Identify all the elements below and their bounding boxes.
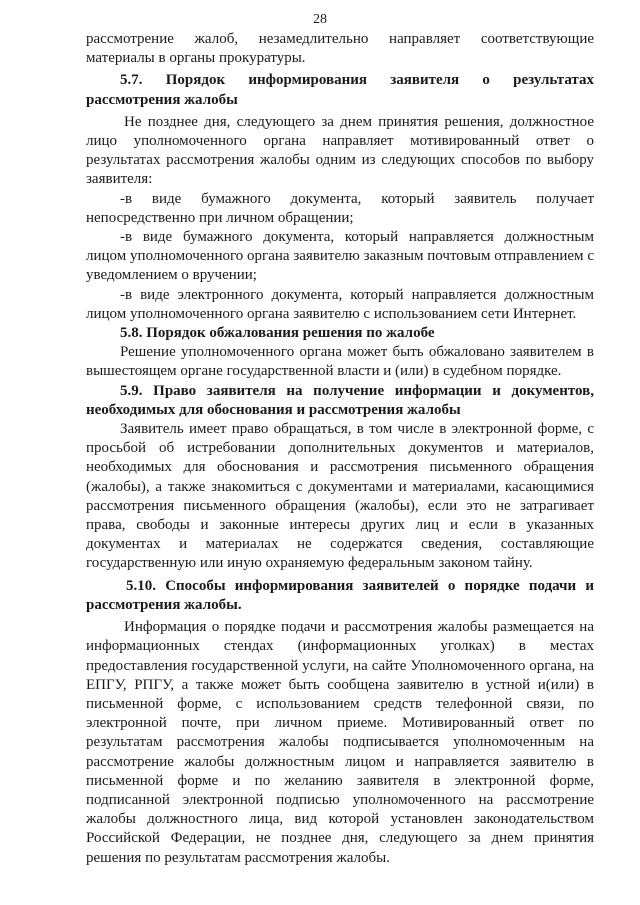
paragraph-response-deadline: Не позднее дня, следующего за днем принятия решения, должностное лицо уполномоченного органа направляет мотивированный ответ о результатах рассмотрения жалобы одним из следующих способов по выбору заявителя: xyxy=(86,113,594,188)
paragraph-applicant-rights: Заявитель имеет право обращаться, в том числе в электронной форме, с просьбой об истребовании дополнительных документов и материалов, необходимых для обоснования и рассмотрения письменного обращения (жалобы), а также знакомиться с документами и материалами, касающимися рассмотрения письменного обращения (жалобы), если это не затрагивает права, свободы и законные интересы других лиц и если в указанных документах и материалах не содержатся сведения, составляющие государственную или иную охраняемую федеральным законом тайну. xyxy=(86,421,594,572)
list-item-paper-personal: -в виде бумажного документа, который заявитель получает непосредственно при личном обращении; xyxy=(86,190,594,226)
document-body xyxy=(86,30,594,868)
list-item-electronic: -в виде электронного документа, который направляется должностным лицом уполномоченного органа заявителю с использованием сети Интернет. xyxy=(86,286,594,322)
paragraph-information-methods: Информация о порядке подачи и рассмотрения жалобы размещается на информационных стендах (информационных уголках) в местах предоставления государственной услуги, на сайте Уполномоченного органа, на ЕПГУ, РПГУ, а также может быть сообщена заявителю в устной и(или) в письменной форме, с использованием средств телефонной связи, по электронной почте, при личном приеме. Мотивированный ответ по результатам рассмотрения жалобы подписывается уполномоченным на рассмотрение жалобы должностным лицом и направляется заявителю в письменной форме и по желанию заявителя в электронной форме, подписанной электронной подписью уполномоченного на рассмотрение жалобы должностного лица, вид которой установлен законодательством Российской Федерации, не позднее дня, следующего за днем принятия решения по результатам рассмотрения жалобы. xyxy=(86,619,594,866)
heading-5-8: 5.8. Порядок обжалования решения по жалобе xyxy=(120,325,435,342)
list-item-paper-mail: -в виде бумажного документа, который направляется должностным лицом уполномоченного органа заявителю заказным почтовым отправлением с уведомлением о вручении; xyxy=(86,229,594,284)
paragraph-appeal: Решение уполномоченного органа может быть обжаловано заявителем в вышестоящем органе государственной власти и (или) в судебном порядке. xyxy=(86,344,594,380)
heading-5-7: 5.7. Порядок информирования заявителя о результатах рассмотрения жалобы xyxy=(86,72,594,108)
paragraph-continuation: рассмотрение жалоб, незамедлительно направляет соответствующие материалы в органы прокуратуры. xyxy=(86,31,594,67)
heading-5-9: 5.9. Право заявителя на получение информации и документов, необходимых для обоснования и рассмотрения жалобы xyxy=(86,382,594,418)
heading-5-10: 5.10. Способы информирования заявителей о порядке подачи и рассмотрения жалобы. xyxy=(86,577,594,613)
page-number: 28 xyxy=(313,12,327,27)
